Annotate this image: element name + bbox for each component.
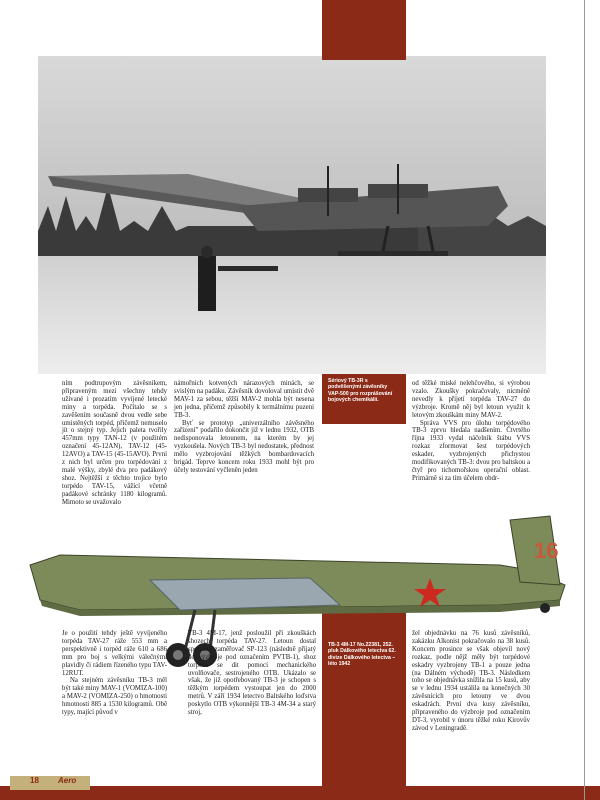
paragraph: Na stejném závěsníku TB-3 měl být také miny MAV-1 (VOMIZA-100) a MAV-2 (VOMIZA-250) o hmotnosti hmotnosti 885 a 1530 kilogramů. Obě typy, mající původ v (62, 677, 167, 717)
paragraph: Je o použití tehdy ještě vyvíjeného torpéda TAV-27 ráže 553 mm a perspektivně i torpéd ráže 610 a 686 mm pro boj s velkými válečnými plavidly či rádiem řízeného typu TAV-12RUT. (62, 630, 167, 677)
tail-number: 16 (534, 538, 559, 563)
aircraft-photo (38, 56, 546, 374)
page-number: 18 (30, 776, 39, 785)
text-column-1-top (62, 380, 167, 507)
decorative-red-bar-top (322, 0, 406, 60)
paragraph: námořních kotvených nárazových minách, se svislým na padáku. Závěsník dovoloval umístit dvě MAV-1 za sebou, těžší MAV-2 mohla být nesena jen jedna, přičemž způsobily k termálnímu puzeni TB-3. (174, 380, 314, 419)
profile-caption: TB-3 4M-17 No.22381, 252. pluk Dálkového letectva 62. divize Dálkového letectva – léto 1942 (328, 642, 396, 668)
paragraph: od těžké miské nelehčového, si výrobou vzalo. Zkoušky pokračovaly, nicméně nevedly k přijetí torpéda TAV-27 do výzbroje. Kromě něj byl letoun využit k letovým zkouškám miny MAV-2. (412, 380, 530, 419)
text-column-2-top (174, 380, 314, 475)
page-edge-divider (584, 0, 585, 800)
paragraph: žel objednávku na 76 kusů závěsníků, zakázku Alkonist pokračovalo na 38 kusů. Koncem prosince se však objevil nový rozkaz, podle nějž měly být torpédové eskadry vyzbrojeny TB-1 a pouze jedna (na Dálném východě) TB-3. Následkem toho se objednávka snížila na 15 kusů, aby se v lednu 1934 ustálila na konečných 30 závěsnících pro letouny ve dvou eskadrách. První dva kusy závěsníku, připraveného do výzbroje pod označením DT-3, vyrobil v únoru těžké roku Kirovův závod v Leningradě. (412, 630, 530, 732)
text-column-3-bottom (412, 630, 530, 733)
paragraph: Správa VVS pro úlohu torpédového TB-3 zprvu hledala nadšením. Čtvrtého října 1933 vydal náčelník štábu VVS rozkaz zformovat šest torpédových eskader, vyzbrojených přichystou modifikovaných TB-3: dvou pro baltskou a čtyř pro tichomořskou operační oblast. Primárně si za tím účelem obdr- (412, 419, 530, 482)
footer-tab (10, 776, 90, 790)
footer-bar (0, 786, 600, 800)
text-column-2-bottom (188, 630, 316, 717)
text-column-3-top (412, 380, 530, 483)
text-column-1-bottom (62, 630, 167, 717)
paragraph: ním podtrupovým závěsníkem, připraveným mezi všechny tehdy užívané i prozatím vyvíjené letecké miny a torpéda. Počítalo se s zavěšením současně dvou vedle sebe umístěných torpéd, přičemž nemuselo jít o stejný typ. Jejich paleta tvořily 457mm typy TAN-12 (v použitém označení 45-12AN), TAV-12 (45-12AVO) a TAV-15 (45-15AVO). První z nich byl určen pro torpédování z malé výšky, zbylé dva pro padákový shoz. Nejtěžší z těchto trojice bylo torpédo TAV-15, vážící včetně padákové schránky 1180 kilogramů. Mimoto se uvažovalo (62, 380, 167, 506)
photo-caption: Sériový TB-3R s podvěšenými závěsníky VAP-500 pro rozprášování bojových chemikálií. (328, 378, 393, 404)
magazine-name: Aero (58, 776, 77, 785)
paragraph: TB-3 4M-17, jenž posloužil při zkouškách shozech torpéda TAV-27. Letoun dostal speciální zaměřovač SP-123 (následně přijatý do výzbroje pod označením PVTB-1), shoz torpéda se dit pomocí mechanického uvolňovače, sestrojeného OTB. Ukázalo se však, že již opotřebovaný TB-3 je schopen s těžkým torpédem vystoupat jen do 2000 metrů. V září 1934 letectvo Baltského loďstva poskytlo OTB výkonnější TB-3 4M-34 a starý stroj, (188, 630, 316, 717)
paragraph: Byť se prototyp „univerzálního závěsného zařízení" podařilo dokončit již v lednu 1932, OTB nedisponovala letounem, na kterém by jej vyzkoušela. Nových TB-3 byl nedostatek, přednost mělo vyzbrojování těžkých bombardovacích brigád. Teprve koncem roku 1933 mohl být pro účely testování vyčleněn jeden (174, 419, 314, 474)
